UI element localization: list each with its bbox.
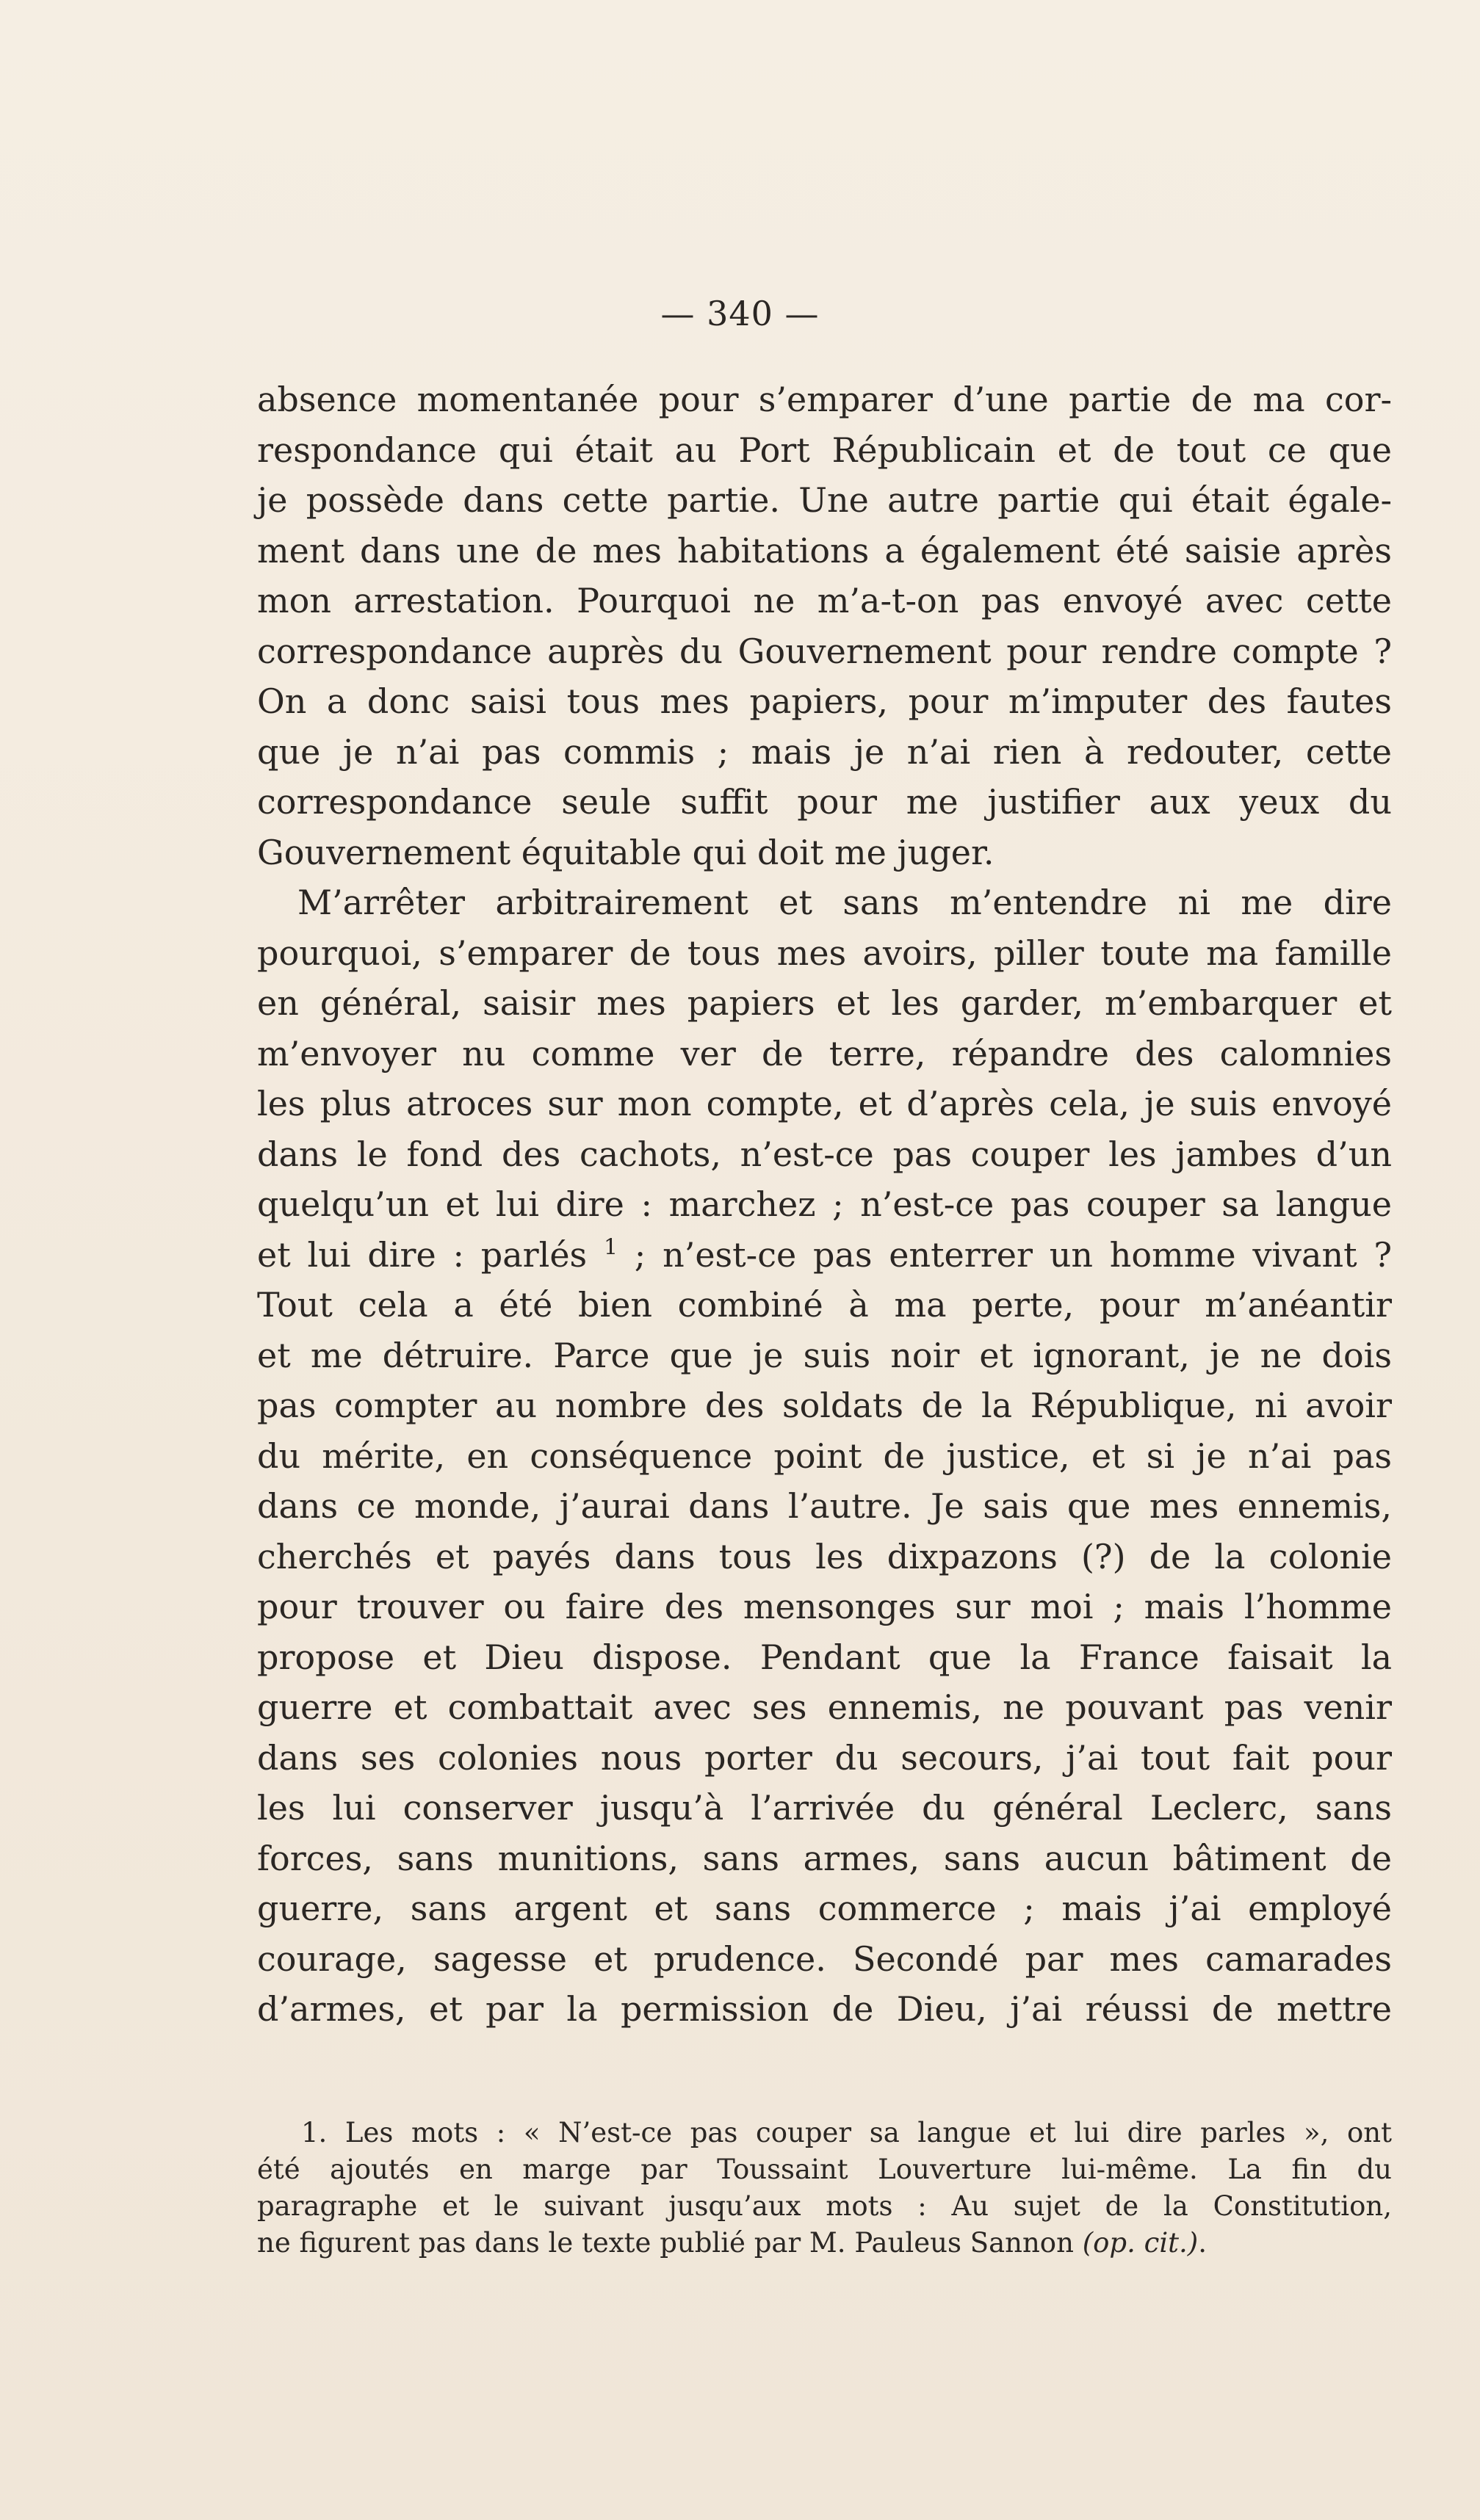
text-line: cherchés et payés dans tous les dixpazons (?) de la colonie <box>257 1536 1392 1576</box>
text-line: en général, saisir mes papiers et les garder, m’embarquer et <box>257 983 1392 1023</box>
text-line: et me détruire. Parce que je suis noir et ignorant, je ne dois <box>257 1335 1392 1375</box>
text-line: courage, sagesse et prudence. Secondé par mes camarades <box>257 1938 1392 1979</box>
text-line: dans ses colonies nous porter du secours, j’ai tout fait pour <box>257 1737 1392 1778</box>
text-line: forces, sans munitions, sans armes, sans aucun bâtiment de <box>257 1838 1392 1878</box>
text-line: que je n’ai pas commis ; mais je n’ai rien à redouter, cette <box>257 731 1392 772</box>
footnote-line: 1. Les mots : « N’est-ce pas couper sa langue et lui dire parles », ont <box>301 2117 1392 2148</box>
footnote-end: . <box>1198 2227 1207 2259</box>
footnote-line: été ajoutés en marge par Toussaint Louverture lui-même. La fin du <box>257 2154 1392 2185</box>
text-line: correspondance auprès du Gouvernement pour rendre compte ? <box>257 631 1392 671</box>
text-line: Tout cela a été bien combiné à ma perte, pour m’anéantir <box>257 1285 1392 1325</box>
footnote-text: ne figurent pas dans le texte publié par M. Pauleus Sannon <box>257 2227 1074 2259</box>
text-line: du mérite, en conséquence point de justice, et si je n’ai pas <box>257 1435 1392 1476</box>
page-number: — 340 — <box>660 294 820 333</box>
text-line: ment dans une de mes habitations a également été saisie après <box>257 530 1392 571</box>
text-line: dans ce monde, j’aurai dans l’autre. Je sais que mes ennemis, <box>257 1486 1392 1526</box>
text-line: quelqu’un et lui dire : marchez ; n’est-ce pas couper sa langue <box>257 1184 1392 1224</box>
text-line: guerre et combattait avec ses ennemis, ne pouvant pas venir <box>257 1687 1392 1727</box>
footnote-citation: (op. cit.) <box>1082 2227 1199 2259</box>
footnote-line: paragraphe et le suivant jusqu’aux mots : Au sujet de la Constitution, <box>257 2190 1392 2222</box>
text-line: M’arrêter arbitrairement et sans m’entendre ni me dire <box>297 883 1392 922</box>
text-line: mon arrestation. Pourquoi ne m’a-t-on pas envoyé avec cette <box>257 581 1392 620</box>
text-line: Gouvernement équitable qui doit me juger. <box>257 832 995 872</box>
text-line: m’envoyer nu comme ver de terre, répandre des calomnies <box>257 1033 1392 1073</box>
text-line: pas compter au nombre des soldats de la République, ni avoir <box>257 1386 1392 1425</box>
text-line: respondance qui était au Port Républicain et de tout ce que <box>257 430 1392 470</box>
text-line: propose et Dieu dispose. Pendant que la France faisait la <box>257 1637 1392 1677</box>
text-line: correspondance seule suffit pour me justifier aux yeux du <box>257 782 1392 822</box>
text-line: d’armes, et par la permission de Dieu, j’ai réussi de mettre <box>257 1989 1392 2029</box>
footnote-marker[interactable]: 1 <box>603 1234 618 1261</box>
text-line: absence momentanée pour s’emparer d’une partie de ma cor- <box>257 380 1392 419</box>
text-line: les plus atroces sur mon compte, et d’après cela, je suis envoyé <box>257 1084 1392 1123</box>
text-line: guerre, sans argent et sans commerce ; mais j’ai employé <box>257 1889 1392 1928</box>
text-line-with-footnote <box>257 1230 1392 1281</box>
text-fragment: ; n’est-ce pas enterrer un homme vivant ? <box>618 1234 1392 1275</box>
text-line: pourquoi, s’emparer de tous mes avoirs, piller toute ma famille <box>257 933 1392 973</box>
text-line: les lui conserver jusqu’à l’arrivée du général Leclerc, sans <box>257 1788 1392 1828</box>
text-line: On a donc saisi tous mes papiers, pour m’imputer des fautes <box>257 681 1392 721</box>
text-line: pour trouver ou faire des mensonges sur moi ; mais l’homme <box>257 1587 1392 1626</box>
text-line: je possède dans cette partie. Une autre partie qui était égale- <box>257 480 1392 520</box>
main-text <box>257 374 1392 2035</box>
footnote <box>257 2115 1392 2262</box>
footnote-line-final <box>257 2225 1392 2262</box>
text-fragment: et lui dire : parlés <box>257 1234 588 1275</box>
text-line: dans le fond des cachots, n’est-ce pas couper les jambes d’un <box>257 1134 1392 1174</box>
